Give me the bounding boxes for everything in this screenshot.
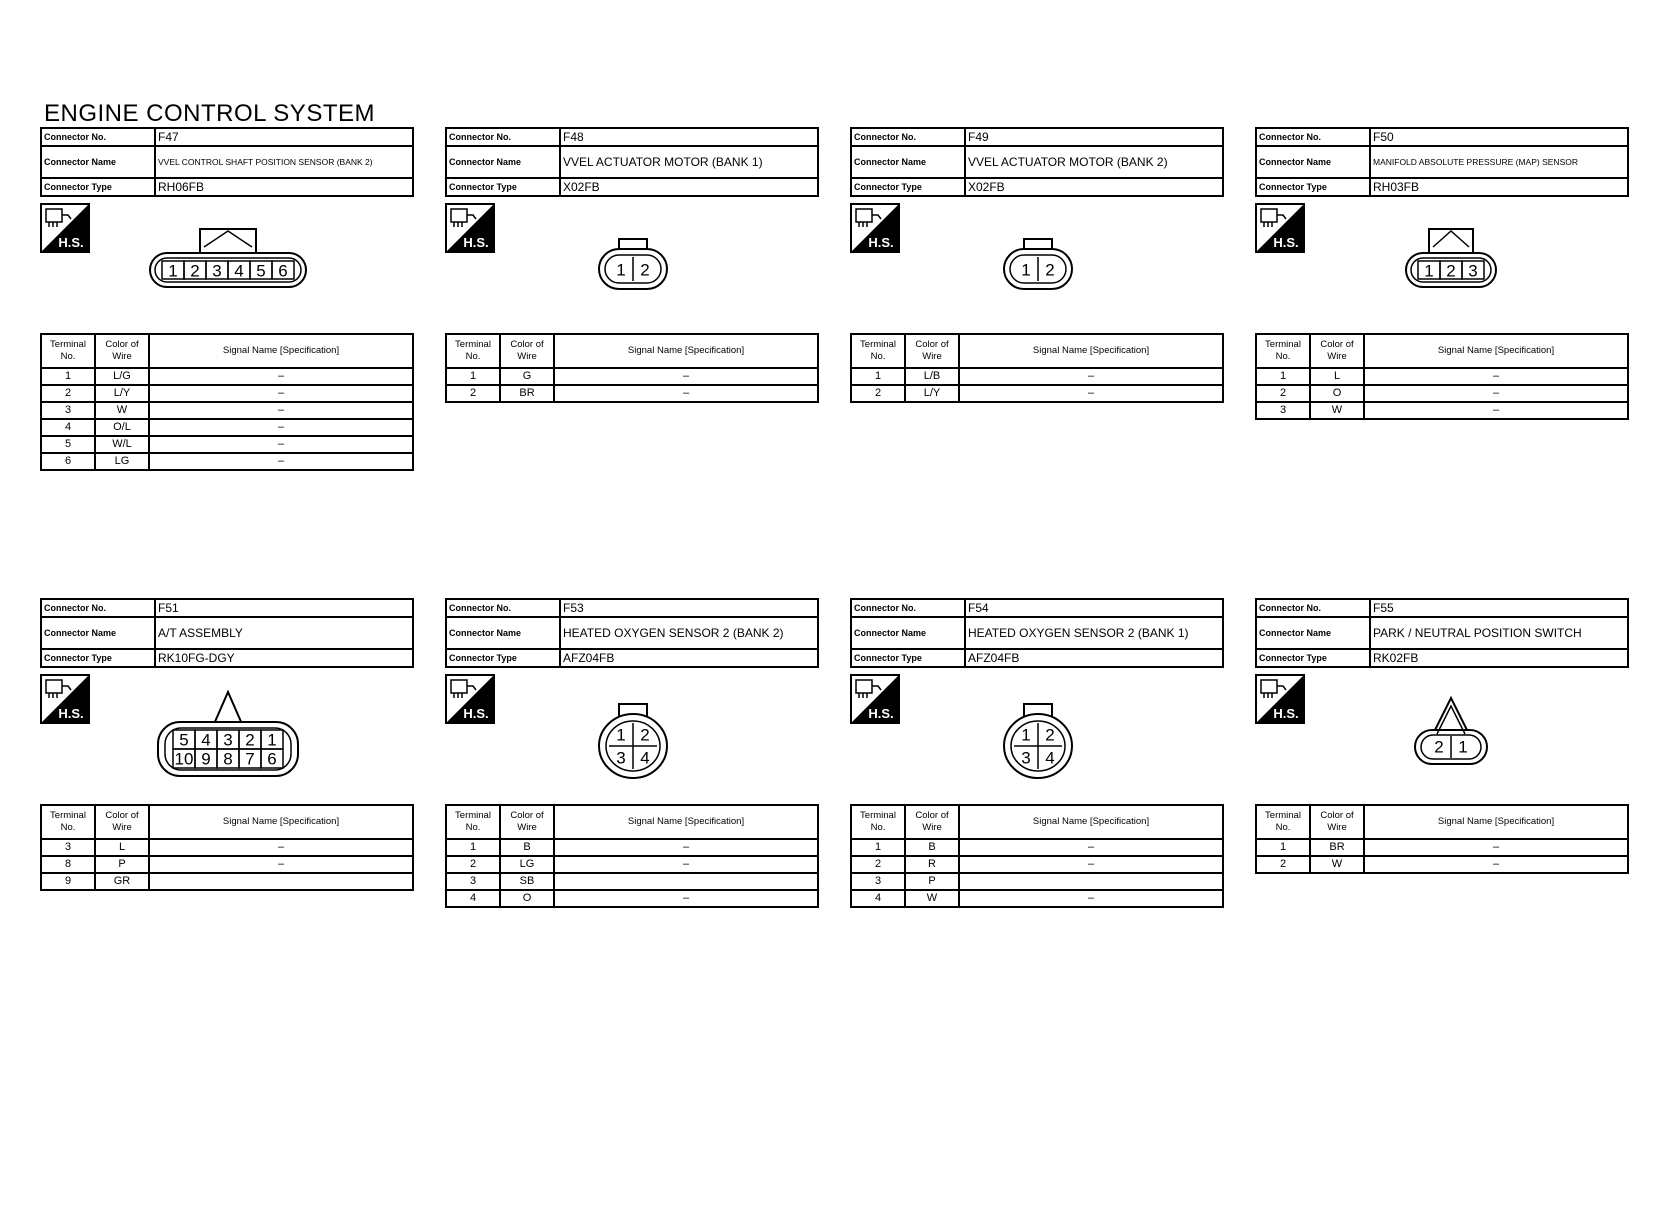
terminal-no: 3	[446, 873, 500, 890]
terminal-table	[1255, 333, 1629, 420]
signal-name-header: Signal Name [Specification]	[959, 334, 1223, 368]
table-row	[851, 873, 1223, 890]
pin-number: 5	[179, 730, 189, 750]
connector-diagram	[850, 197, 1224, 333]
terminal-no: 2	[851, 385, 905, 402]
wire-color: O/L	[95, 419, 149, 436]
wire-color: L/Y	[905, 385, 959, 402]
terminal-no: 2	[446, 385, 500, 402]
wire-color: L	[95, 839, 149, 856]
connector-header	[1255, 127, 1629, 197]
table-row	[446, 385, 818, 402]
terminal-no: 2	[851, 856, 905, 873]
wire-color: W	[1310, 402, 1364, 419]
connector-no-label: Connector No.	[851, 128, 965, 146]
wire-color-header: Color of Wire	[905, 334, 959, 368]
table-row	[1256, 385, 1628, 402]
wire-color: G	[500, 368, 554, 385]
wire-color: BR	[500, 385, 554, 402]
connector-type-value: RH06FB	[155, 178, 413, 196]
signal-name-header: Signal Name [Specification]	[1364, 805, 1628, 839]
wire-color: GR	[95, 873, 149, 890]
connector-no-label: Connector No.	[446, 128, 560, 146]
connector-illustration	[1255, 197, 1629, 333]
connector-illustration	[445, 197, 819, 333]
connector-no-label: Connector No.	[41, 599, 155, 617]
connector-type-value: RK10FG-DGY	[155, 649, 413, 667]
pin-number: 3	[212, 261, 222, 281]
terminal-no: 4	[41, 419, 95, 436]
connector-type-value: X02FB	[965, 178, 1223, 196]
terminal-no: 1	[1256, 368, 1310, 385]
signal-name-header: Signal Name [Specification]	[149, 334, 413, 368]
connector-type-value: X02FB	[560, 178, 818, 196]
connector-no-value: F47	[155, 128, 413, 146]
terminal-no: 1	[851, 368, 905, 385]
connector-no-label: Connector No.	[851, 599, 965, 617]
table-row	[41, 436, 413, 453]
wire-color: O	[1310, 385, 1364, 402]
wire-color-header: Color of Wire	[1310, 805, 1364, 839]
signal-name-header: Signal Name [Specification]	[149, 805, 413, 839]
pin-number: 1	[1021, 725, 1031, 745]
terminal-no: 1	[851, 839, 905, 856]
signal-name: –	[554, 856, 818, 873]
connector-name-label: Connector Name	[41, 617, 155, 649]
signal-name: –	[149, 402, 413, 419]
pin-number: 3	[1468, 261, 1478, 281]
connector-header	[445, 598, 819, 668]
terminal-table	[40, 804, 414, 891]
pin-number: 7	[245, 749, 255, 769]
hs-label: H.S.	[1273, 235, 1299, 250]
wire-color: L/Y	[95, 385, 149, 402]
signal-name: –	[959, 839, 1223, 856]
pin-number: 2	[1446, 261, 1456, 281]
connector-no-value: F51	[155, 599, 413, 617]
connector-name-label: Connector Name	[851, 617, 965, 649]
terminal-no: 3	[851, 873, 905, 890]
connector-name-label: Connector Name	[851, 146, 965, 178]
connector-illustration	[40, 668, 414, 804]
wire-color: P	[95, 856, 149, 873]
hs-label: H.S.	[58, 706, 84, 721]
table-row	[41, 385, 413, 402]
connector-no-value: F48	[560, 128, 818, 146]
terminal-no: 8	[41, 856, 95, 873]
pin-number: 3	[616, 748, 626, 768]
connector-no-value: F53	[560, 599, 818, 617]
terminal-no-header: Terminal No.	[1256, 805, 1310, 839]
hs-label: H.S.	[463, 235, 489, 250]
terminal-no-header: Terminal No.	[1256, 334, 1310, 368]
signal-name-header: Signal Name [Specification]	[1364, 334, 1628, 368]
wire-color: LG	[500, 856, 554, 873]
signal-name: –	[149, 839, 413, 856]
connector-type-value: AFZ04FB	[560, 649, 818, 667]
table-row	[41, 368, 413, 385]
pin-number: 9	[201, 749, 211, 769]
pin-number: 2	[245, 730, 255, 750]
wire-color-header: Color of Wire	[500, 334, 554, 368]
signal-name: –	[1364, 839, 1628, 856]
signal-name-header: Signal Name [Specification]	[554, 805, 818, 839]
signal-name: –	[149, 385, 413, 402]
pin-number: 2	[190, 261, 200, 281]
wire-color: L/G	[95, 368, 149, 385]
connector-illustration	[40, 197, 414, 333]
pin-number: 1	[616, 260, 626, 280]
connector-diagram	[1255, 197, 1629, 333]
hs-label: H.S.	[868, 706, 894, 721]
wire-color: W	[95, 402, 149, 419]
signal-name	[959, 873, 1223, 890]
table-row	[851, 839, 1223, 856]
table-row	[851, 856, 1223, 873]
connector-name-value: HEATED OXYGEN SENSOR 2 (BANK 1)	[965, 617, 1223, 649]
terminal-no: 1	[41, 368, 95, 385]
terminal-table	[850, 333, 1224, 403]
connector-card-f51	[40, 598, 414, 891]
signal-name: –	[1364, 856, 1628, 873]
connector-diagram	[445, 668, 819, 804]
wire-color: L	[1310, 368, 1364, 385]
table-row	[1256, 402, 1628, 419]
terminal-no: 2	[41, 385, 95, 402]
wire-color: LG	[95, 453, 149, 470]
table-row	[446, 368, 818, 385]
pin-number: 1	[168, 261, 178, 281]
connector-illustration	[850, 668, 1224, 804]
connector-name-label: Connector Name	[1256, 617, 1370, 649]
wire-color: BR	[1310, 839, 1364, 856]
pin-number: 2	[1045, 725, 1055, 745]
table-row	[446, 873, 818, 890]
connector-name-label: Connector Name	[446, 617, 560, 649]
pin-number: 4	[201, 730, 211, 750]
signal-name	[149, 873, 413, 890]
wire-color: O	[500, 890, 554, 907]
connector-type-label: Connector Type	[1256, 178, 1370, 196]
pin-number: 1	[616, 725, 626, 745]
terminal-no-header: Terminal No.	[446, 334, 500, 368]
terminal-no-header: Terminal No.	[41, 805, 95, 839]
connector-name-value: MANIFOLD ABSOLUTE PRESSURE (MAP) SENSOR	[1370, 146, 1628, 178]
connector-type-label: Connector Type	[446, 178, 560, 196]
signal-name-header: Signal Name [Specification]	[959, 805, 1223, 839]
terminal-table	[40, 333, 414, 471]
connector-name-value: VVEL CONTROL SHAFT POSITION SENSOR (BANK 2)	[155, 146, 413, 178]
pin-number: 1	[1458, 737, 1468, 757]
pin-number: 1	[267, 730, 277, 750]
connector-diagram	[1255, 668, 1629, 804]
signal-name: –	[959, 856, 1223, 873]
table-row	[41, 856, 413, 873]
pin-number: 6	[267, 749, 277, 769]
table-row	[1256, 839, 1628, 856]
terminal-no: 2	[1256, 856, 1310, 873]
signal-name: –	[1364, 385, 1628, 402]
connector-type-label: Connector Type	[851, 178, 965, 196]
page-title: ENGINE CONTROL SYSTEM	[44, 100, 375, 127]
table-row	[41, 419, 413, 436]
terminal-table	[445, 804, 819, 908]
table-row	[446, 839, 818, 856]
terminal-no: 6	[41, 453, 95, 470]
terminal-no: 1	[1256, 839, 1310, 856]
wire-color: B	[500, 839, 554, 856]
connector-diagram	[850, 668, 1224, 804]
pin-number: 1	[1021, 260, 1031, 280]
connector-diagram	[40, 197, 414, 333]
terminal-no: 9	[41, 873, 95, 890]
terminal-no-header: Terminal No.	[851, 805, 905, 839]
signal-name: –	[554, 385, 818, 402]
terminal-no-header: Terminal No.	[446, 805, 500, 839]
connector-card-f54	[850, 598, 1224, 908]
connector-card-f47	[40, 127, 414, 471]
signal-name: –	[149, 436, 413, 453]
table-row	[446, 890, 818, 907]
terminal-no: 2	[446, 856, 500, 873]
signal-name: –	[1364, 368, 1628, 385]
signal-name: –	[959, 890, 1223, 907]
signal-name-header: Signal Name [Specification]	[554, 334, 818, 368]
connector-no-label: Connector No.	[1256, 128, 1370, 146]
table-row	[851, 368, 1223, 385]
table-row	[41, 839, 413, 856]
terminal-no: 3	[41, 839, 95, 856]
wire-color-header: Color of Wire	[1310, 334, 1364, 368]
signal-name: –	[149, 419, 413, 436]
signal-name: –	[149, 856, 413, 873]
connector-no-value: F54	[965, 599, 1223, 617]
terminal-no: 3	[41, 402, 95, 419]
connector-card-f50	[1255, 127, 1629, 420]
wire-color: SB	[500, 873, 554, 890]
pin-number: 4	[1045, 748, 1055, 768]
wire-color-header: Color of Wire	[905, 805, 959, 839]
signal-name: –	[959, 385, 1223, 402]
terminal-no-header: Terminal No.	[851, 334, 905, 368]
connector-card-f55	[1255, 598, 1629, 874]
wire-color-header: Color of Wire	[95, 334, 149, 368]
signal-name	[554, 873, 818, 890]
connector-header	[1255, 598, 1629, 668]
terminal-no: 4	[446, 890, 500, 907]
connector-name-value: VVEL ACTUATOR MOTOR (BANK 1)	[560, 146, 818, 178]
terminal-no-header: Terminal No.	[41, 334, 95, 368]
connector-type-label: Connector Type	[41, 178, 155, 196]
pin-number: 3	[223, 730, 233, 750]
signal-name: –	[959, 368, 1223, 385]
connector-name-label: Connector Name	[1256, 146, 1370, 178]
table-row	[851, 890, 1223, 907]
wire-color: R	[905, 856, 959, 873]
pin-number: 5	[256, 261, 266, 281]
signal-name: –	[554, 890, 818, 907]
connector-diagram	[445, 197, 819, 333]
connector-type-label: Connector Type	[446, 649, 560, 667]
pin-number: 4	[234, 261, 244, 281]
connector-no-value: F55	[1370, 599, 1628, 617]
terminal-no: 1	[446, 368, 500, 385]
signal-name: –	[554, 368, 818, 385]
terminal-no: 3	[1256, 402, 1310, 419]
pin-number: 2	[1045, 260, 1055, 280]
table-row	[41, 402, 413, 419]
pin-number: 1	[1424, 261, 1434, 281]
terminal-no: 2	[1256, 385, 1310, 402]
pin-number: 2	[640, 260, 650, 280]
connector-type-value: RH03FB	[1370, 178, 1628, 196]
signal-name: –	[149, 453, 413, 470]
table-row	[1256, 856, 1628, 873]
connector-no-value: F49	[965, 128, 1223, 146]
connector-card-f53	[445, 598, 819, 908]
connector-header	[40, 598, 414, 668]
pin-number: 10	[174, 749, 194, 769]
terminal-table	[445, 333, 819, 403]
connector-no-value: F50	[1370, 128, 1628, 146]
wire-color-header: Color of Wire	[500, 805, 554, 839]
terminal-no: 1	[446, 839, 500, 856]
connector-name-label: Connector Name	[41, 146, 155, 178]
connector-name-value: PARK / NEUTRAL POSITION SWITCH	[1370, 617, 1628, 649]
pin-number: 2	[640, 725, 650, 745]
connector-header	[40, 127, 414, 197]
connector-type-label: Connector Type	[41, 649, 155, 667]
connector-header	[850, 598, 1224, 668]
wire-color: W	[905, 890, 959, 907]
connector-name-value: VVEL ACTUATOR MOTOR (BANK 2)	[965, 146, 1223, 178]
wire-color-header: Color of Wire	[95, 805, 149, 839]
table-row	[446, 856, 818, 873]
terminal-table	[850, 804, 1224, 908]
connector-illustration	[1255, 668, 1629, 804]
signal-name: –	[554, 839, 818, 856]
terminal-no: 4	[851, 890, 905, 907]
connector-illustration	[850, 197, 1224, 333]
terminal-table	[1255, 804, 1629, 874]
wire-color: L/B	[905, 368, 959, 385]
table-row	[41, 873, 413, 890]
connector-type-value: AFZ04FB	[965, 649, 1223, 667]
connector-card-f49	[850, 127, 1224, 403]
connector-illustration	[445, 668, 819, 804]
signal-name: –	[149, 368, 413, 385]
pin-number: 4	[640, 748, 650, 768]
pin-number: 8	[223, 749, 233, 769]
connector-name-value: HEATED OXYGEN SENSOR 2 (BANK 2)	[560, 617, 818, 649]
table-row	[41, 453, 413, 470]
connector-type-value: RK02FB	[1370, 649, 1628, 667]
hs-label: H.S.	[58, 235, 84, 250]
connector-header	[850, 127, 1224, 197]
connector-name-value: A/T ASSEMBLY	[155, 617, 413, 649]
wire-color: W	[1310, 856, 1364, 873]
connector-type-label: Connector Type	[1256, 649, 1370, 667]
table-row	[851, 385, 1223, 402]
connector-header	[445, 127, 819, 197]
pin-number: 3	[1021, 748, 1031, 768]
hs-label: H.S.	[463, 706, 489, 721]
pin-number: 2	[1434, 737, 1444, 757]
table-row	[1256, 368, 1628, 385]
connector-type-label: Connector Type	[851, 649, 965, 667]
terminal-no: 5	[41, 436, 95, 453]
wire-color: P	[905, 873, 959, 890]
connector-card-f48	[445, 127, 819, 403]
signal-name: –	[1364, 402, 1628, 419]
wire-color: B	[905, 839, 959, 856]
hs-label: H.S.	[1273, 706, 1299, 721]
connector-no-label: Connector No.	[446, 599, 560, 617]
pin-number: 6	[278, 261, 288, 281]
connector-no-label: Connector No.	[41, 128, 155, 146]
connector-name-label: Connector Name	[446, 146, 560, 178]
wire-color: W/L	[95, 436, 149, 453]
connector-diagram	[40, 668, 414, 804]
connector-no-label: Connector No.	[1256, 599, 1370, 617]
hs-label: H.S.	[868, 235, 894, 250]
